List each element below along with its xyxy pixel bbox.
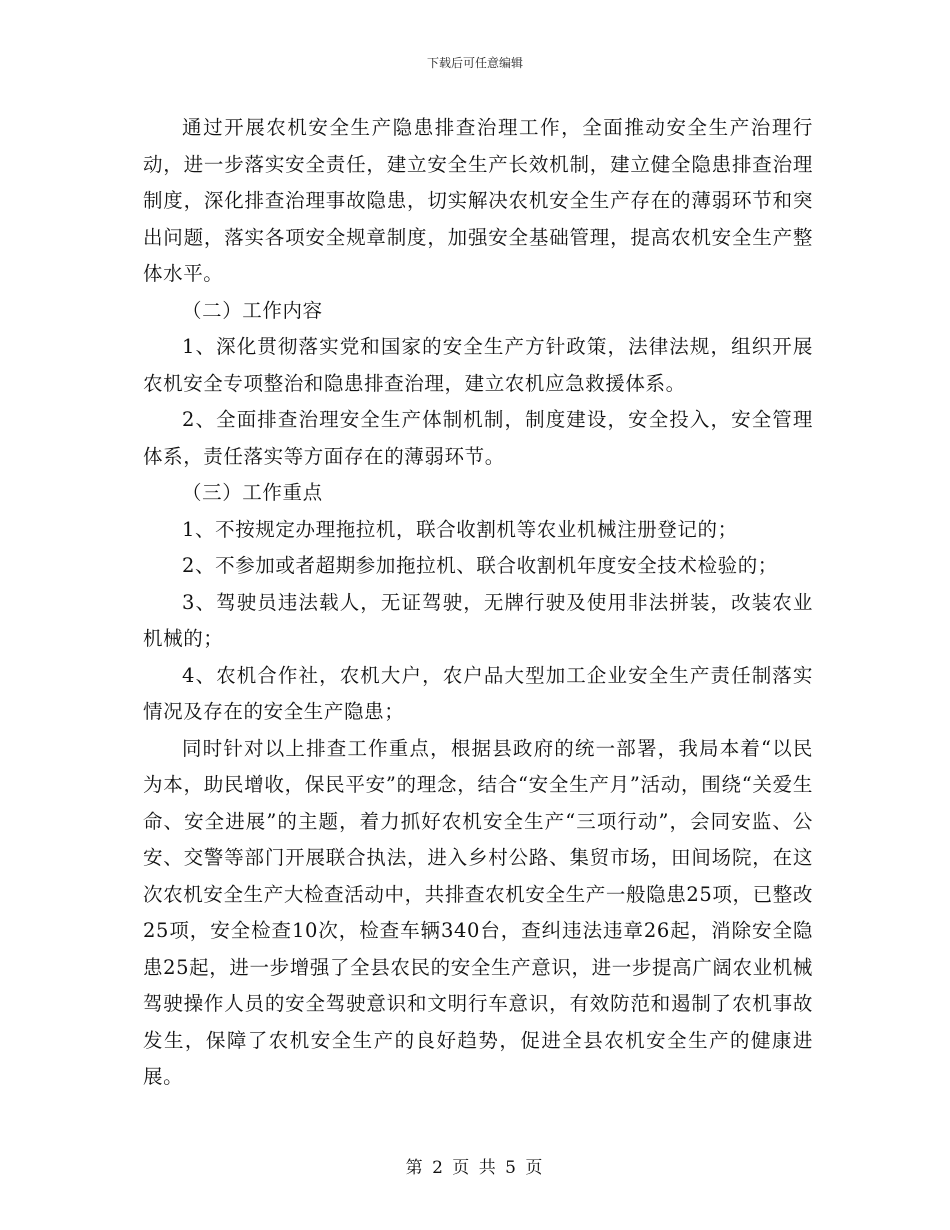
document-body — [143, 110, 813, 1096]
section-heading-work-content: （二）工作内容 — [182, 298, 323, 322]
paragraph-content-item-2: 2、全面排查治理安全生产体制机制，制度建设，安全投入，安全管理体系，责任落实等方面存在的薄弱环节。 — [143, 408, 813, 468]
page-number-footer: 第 2 页 共 5 页 — [405, 1158, 545, 1178]
paragraph-focus-item-4: 4、农机合作社，农机大户，农户品大型加工企业安全生产责任制落实情况及存在的安全生产隐患； — [143, 663, 813, 723]
page-header: 下载后可任意编辑 — [426, 56, 523, 70]
paragraph-focus-item-3: 3、驾驶员违法载人，无证驾驶，无牌行驶及使用非法拼装，改装农业机械的； — [143, 590, 813, 650]
paragraph-summary: 同时针对以上排查工作重点，根据县政府的统一部署，我局本着“以民为本，助民增收，保民平安”的理念，结合“安全生产月”活动，围绕“关爱生命、安全进展”的主题，着力抓好农机安全生产“三项行动”，会同安监、公安、交警等部门开展联合执法，进入乡村公路、集贸市场，田间场院，在这次农机安全生产大检查活动中，共排查农机安全生产一般隐患25项，已整改25项，安全检查10次，检查车辆340台，查纠违法违章26起，消除安全隐患25起，进一步增强了全县农民的安全生产意识，进一步提高广阔农业机械驾驶操作人员的安全驾驶意识和文明行车意识，有效防范和遏制了农机事故发生，保障了农机安全生产的良好趋势，促进全县农机安全生产的健康进展。 — [143, 736, 813, 1088]
paragraph-content-item-1: 1、深化贯彻落实党和国家的安全生产方针政策，法律法规，组织开展农机安全专项整治和隐患排查治理，建立农机应急救援体系。 — [143, 335, 813, 395]
section-heading-work-focus: （三）工作重点 — [182, 481, 323, 504]
paragraph-focus-item-2: 2、不参加或者超期参加拖拉机、联合收割机年度安全技术检验的； — [182, 554, 778, 577]
paragraph-focus-item-1: 1、不按规定办理拖拉机，联合收割机等农业机械注册登记的； — [182, 517, 738, 541]
paragraph-goal: 通过开展农机安全生产隐患排查治理工作，全面推动安全生产治理行动，进一步落实安全责任，建立安全生产长效机制，建立健全隐患排查治理制度，深化排查治理事故隐患，切实解决农机安全生产存在的薄弱环节和突出问题，落实各项安全规章制度，加强安全基础管理，提高农机安全生产整体水平。 — [143, 116, 813, 285]
